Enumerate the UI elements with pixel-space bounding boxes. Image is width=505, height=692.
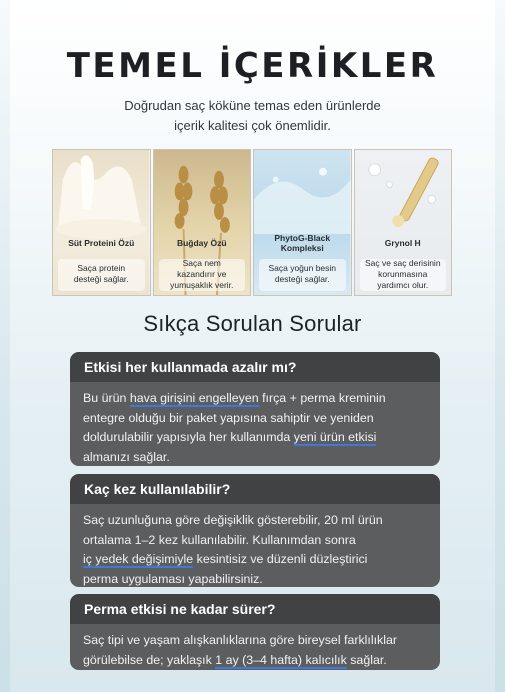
ingredient-desc	[260, 263, 345, 285]
ingredient-card-serum	[354, 149, 453, 296]
desc-line: kazandırır ve	[177, 269, 227, 279]
answer-line	[83, 550, 428, 570]
name-line: PhytoG-Black	[274, 233, 331, 243]
answer-text: Bu ürün	[83, 391, 130, 405]
faq-question: Perma etkisi ne kadar sürer?	[70, 594, 440, 624]
desc-line: Saç ve saç derisinin	[364, 258, 441, 268]
ingredient-name	[254, 233, 351, 253]
ingredient-cards	[52, 149, 452, 296]
intro-line-2: içerik kalitesi çok önemlidir.	[174, 118, 331, 133]
faq-answer	[70, 382, 440, 466]
page-title: TEMEL İÇERİKLER	[66, 46, 439, 86]
faq-question: Kaç kez kullanılabilir?	[70, 474, 440, 504]
answer-line: perma uygulaması yapabilirsiniz.	[83, 571, 263, 586]
answer-line	[83, 651, 428, 671]
faq-item-3	[70, 594, 440, 670]
intro-line-1: Doğrudan saç köküne temas eden ürünlerde	[124, 98, 381, 113]
highlight-text: yeni ürün etkisi	[293, 430, 377, 444]
highlight-text: 1 ay (3–4 hafta) kalıcılık	[215, 652, 347, 667]
answer-text: doldurulabilir yapısıyla her kullanımda	[83, 430, 294, 444]
faq-heading: Sıkça Sorulan Sorular	[143, 311, 362, 336]
ingredient-desc	[59, 263, 144, 285]
ingredient-desc	[160, 258, 245, 291]
faq-answer	[70, 624, 440, 670]
answer-text: kesintisiz ve düzenli düzleştirici	[193, 552, 368, 566]
ingredient-card-milk	[52, 149, 151, 296]
answer-line	[83, 389, 428, 409]
answer-line: entegre olduğu bir paket yapısına sahiptir ve yeniden	[83, 410, 374, 425]
answer-line	[83, 428, 428, 448]
faq-item-1	[70, 352, 440, 466]
faq-item-2	[70, 474, 440, 587]
answer-line: almanızı sağlar.	[83, 449, 170, 464]
highlight-text: iç yedek değişimiyle	[83, 552, 194, 566]
highlight-text: hava girişini engelleyen	[129, 391, 259, 405]
ingredient-name: Grynol H	[384, 238, 421, 248]
desc-line: yardımcı olur.	[377, 280, 429, 290]
faq-question: Etkisi her kullanmada azalır mı?	[70, 352, 440, 382]
answer-line: Saç uzunluğuna göre değişiklik gösterebilir, 20 ml ürün	[83, 513, 383, 527]
desc-line: desteği sağlar.	[274, 274, 330, 284]
desc-line: korunmasına	[378, 269, 428, 279]
ingredient-name: Buğday Özü	[176, 238, 227, 248]
answer-line: Saç tipi ve yaşam alışkanlıklarına göre bireysel farklılıklar	[83, 633, 398, 647]
intro-text	[0, 96, 505, 136]
ingredient-name: Süt Proteini Özü	[68, 238, 135, 248]
ingredient-card-water	[253, 149, 352, 296]
answer-text: sağlar.	[346, 652, 387, 667]
answer-line: ortalama 1–2 kez kullanılabilir. Kullanımdan sonra	[83, 532, 356, 547]
ingredient-card-wheat	[153, 149, 252, 296]
name-line: Kompleksi	[280, 243, 324, 253]
desc-line: yumuşaklık verir.	[170, 280, 234, 290]
desc-line: Saça nem	[182, 258, 221, 268]
faq-answer	[70, 504, 440, 587]
ingredient-desc	[361, 258, 446, 291]
answer-text: görülebilse de; yaklaşık	[83, 652, 216, 667]
desc-line: Saça protein	[77, 263, 126, 273]
desc-line: Saça yoğun besin	[268, 263, 337, 273]
desc-line: desteği sağlar.	[73, 274, 129, 284]
answer-text: fırça + perma kreminin	[258, 391, 386, 405]
